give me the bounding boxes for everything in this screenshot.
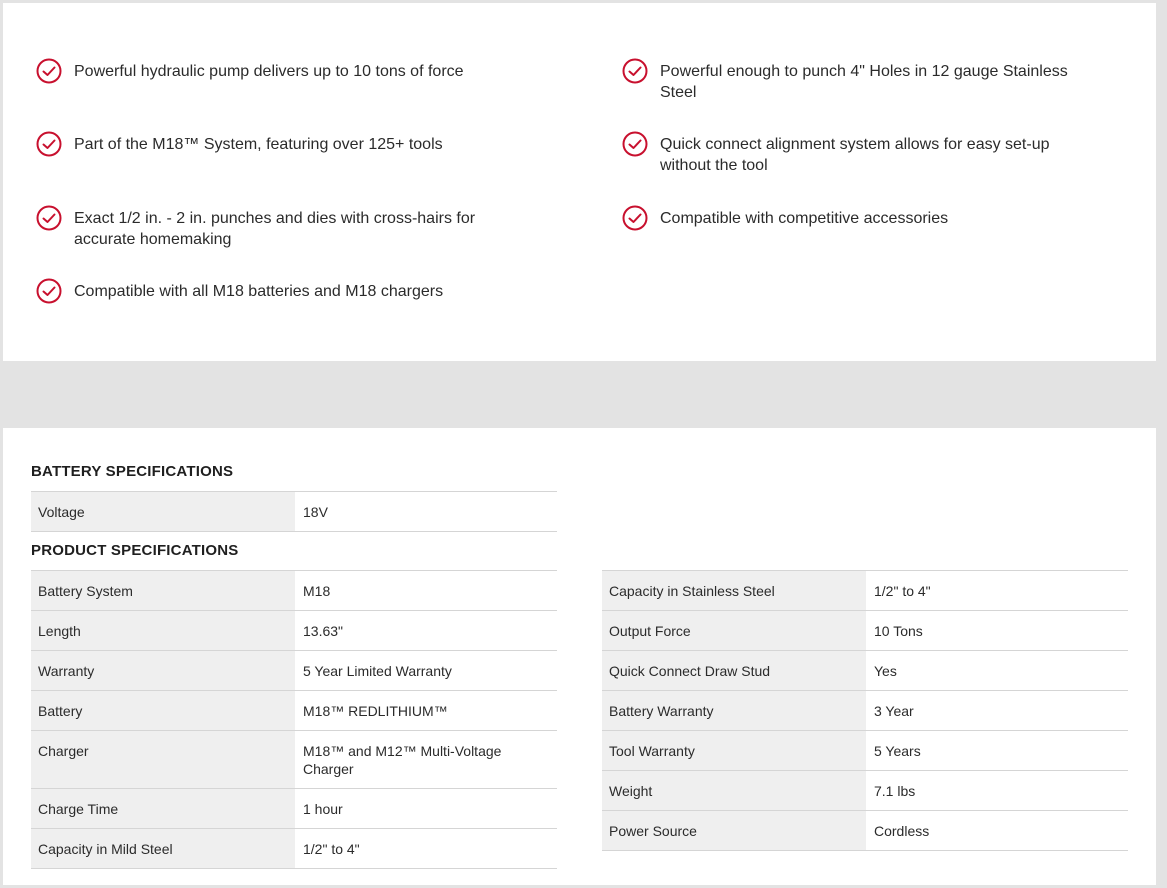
spec-label: Power Source bbox=[602, 811, 866, 850]
feature-item bbox=[36, 134, 536, 157]
spec-label: Output Force bbox=[602, 611, 866, 650]
spec-value: 3 Year bbox=[866, 691, 1128, 730]
spec-value: 13.63" bbox=[295, 611, 557, 650]
spec-value: M18™ and M12™ Multi-Voltage Charger bbox=[295, 731, 557, 788]
feature-text: Part of the M18™ System, featuring over 125+ tools bbox=[74, 136, 443, 153]
check-circle-icon bbox=[36, 205, 62, 231]
check-circle-icon bbox=[36, 58, 62, 84]
check-circle-icon bbox=[622, 58, 648, 84]
spec-label: Battery Warranty bbox=[602, 691, 866, 730]
spec-label: Voltage bbox=[31, 492, 295, 531]
spec-label: Quick Connect Draw Stud bbox=[602, 651, 866, 690]
spec-value: M18™ REDLITHIUM™ bbox=[295, 691, 557, 730]
feature-item bbox=[622, 208, 1087, 231]
table-row bbox=[602, 731, 1128, 771]
spec-label: Capacity in Mild Steel bbox=[31, 829, 295, 868]
spec-value: 7.1 lbs bbox=[866, 771, 1128, 810]
spec-value: 10 Tons bbox=[866, 611, 1128, 650]
table-row bbox=[602, 611, 1128, 651]
spec-value: 5 Years bbox=[866, 731, 1128, 770]
battery-specs-table bbox=[31, 491, 557, 532]
table-row bbox=[602, 771, 1128, 811]
feature-text: Compatible with all M18 batteries and M18 chargers bbox=[74, 283, 444, 300]
table-row bbox=[31, 829, 557, 869]
check-circle-icon bbox=[622, 205, 648, 231]
table-row bbox=[31, 651, 557, 691]
table-row bbox=[31, 571, 557, 611]
product-specs-table-left bbox=[31, 570, 557, 869]
spec-value: 1 hour bbox=[295, 789, 557, 828]
check-circle-icon bbox=[36, 278, 62, 304]
spec-label: Capacity in Stainless Steel bbox=[602, 571, 866, 610]
spec-label: Battery bbox=[31, 691, 295, 730]
feature-text: Powerful enough to punch 4" Holes in 12 gauge Stainless Steel bbox=[660, 63, 1068, 101]
spec-value: 5 Year Limited Warranty bbox=[295, 651, 557, 690]
features-panel bbox=[3, 3, 1156, 361]
feature-text: Compatible with competitive accessories bbox=[660, 210, 949, 227]
table-row bbox=[31, 789, 557, 829]
table-row bbox=[31, 492, 557, 532]
spec-label: Length bbox=[31, 611, 295, 650]
table-row bbox=[31, 731, 557, 789]
spec-label: Weight bbox=[602, 771, 866, 810]
spec-value: Cordless bbox=[866, 811, 1128, 850]
spec-value: 18V bbox=[295, 492, 557, 531]
feature-item bbox=[36, 61, 536, 84]
feature-item bbox=[622, 134, 1087, 176]
feature-text: Exact 1/2 in. - 2 in. punches and dies with cross-hairs for accurate homemaking bbox=[74, 210, 476, 248]
table-row bbox=[602, 571, 1128, 611]
table-row bbox=[31, 611, 557, 651]
table-row bbox=[602, 651, 1128, 691]
feature-text: Powerful hydraulic pump delivers up to 10 tons of force bbox=[74, 63, 464, 80]
product-specs-heading: PRODUCT SPECIFICATIONS bbox=[31, 542, 239, 559]
feature-item bbox=[622, 61, 1087, 103]
spec-value: Yes bbox=[866, 651, 1128, 690]
feature-text: Quick connect alignment system allows for easy set-up without the tool bbox=[660, 136, 1050, 174]
spec-label: Warranty bbox=[31, 651, 295, 690]
check-circle-icon bbox=[36, 131, 62, 157]
feature-item bbox=[36, 208, 496, 250]
battery-specs-heading: BATTERY SPECIFICATIONS bbox=[31, 463, 234, 480]
check-circle-icon bbox=[622, 131, 648, 157]
product-specs-table-right bbox=[602, 570, 1128, 851]
table-row bbox=[31, 691, 557, 731]
spec-label: Charge Time bbox=[31, 789, 295, 828]
spec-label: Charger bbox=[31, 731, 295, 788]
spec-value: M18 bbox=[295, 571, 557, 610]
spec-label: Battery System bbox=[31, 571, 295, 610]
spec-value: 1/2" to 4" bbox=[866, 571, 1128, 610]
spec-value: 1/2" to 4" bbox=[295, 829, 557, 868]
table-row bbox=[602, 811, 1128, 851]
specs-panel bbox=[3, 428, 1156, 885]
feature-item bbox=[36, 281, 536, 304]
table-row bbox=[602, 691, 1128, 731]
spec-label: Tool Warranty bbox=[602, 731, 866, 770]
